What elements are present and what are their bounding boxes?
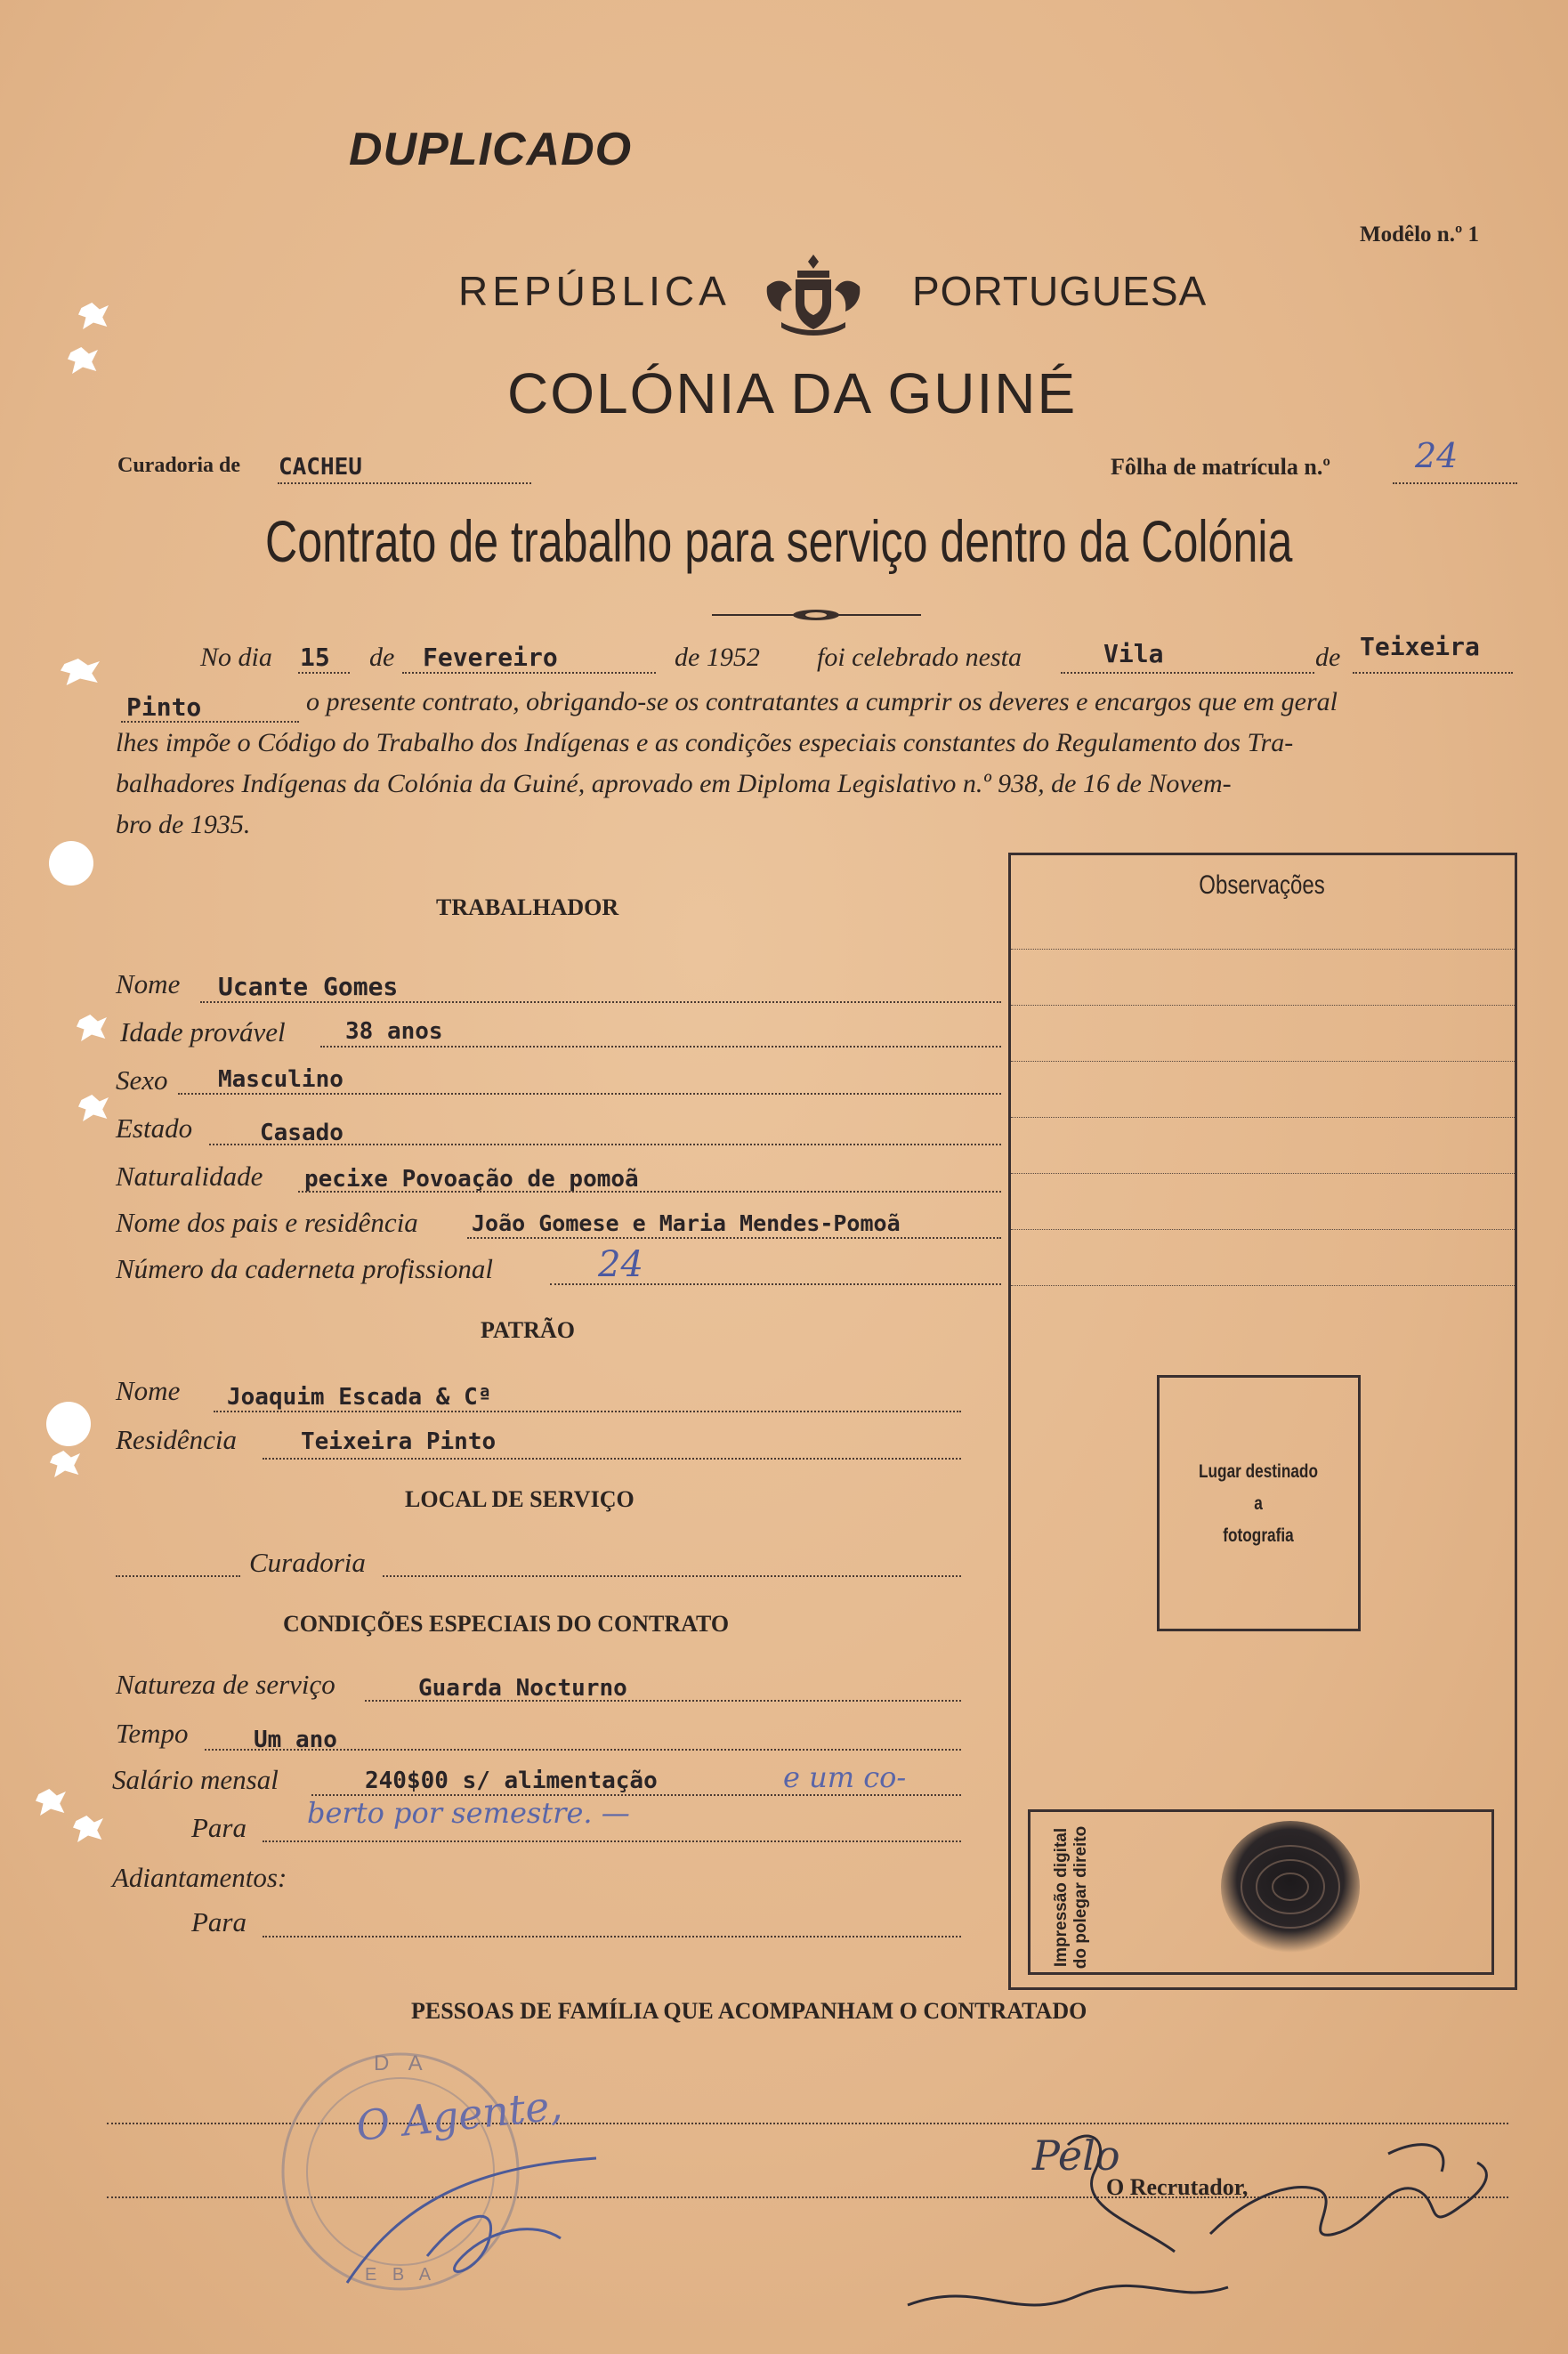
- naturalidade-line: [298, 1191, 1001, 1193]
- republica-right: PORTUGUESA: [912, 268, 1208, 314]
- intro-de1: de: [369, 643, 395, 672]
- estado-label: Estado: [116, 1112, 193, 1144]
- agente-signature: [329, 2149, 614, 2310]
- adiantamentos-label: Adiantamentos:: [112, 1862, 287, 1893]
- pessoas-heading: PESSOAS DE FAMÍLIA QUE ACOMPANHAM O CONTRATADO: [411, 1998, 1087, 2024]
- intro-place3: Pinto: [126, 692, 202, 722]
- residencia-line: [263, 1458, 961, 1460]
- intro-line2: lhes impõe o Código do Trabalho dos Indígenas e as condições especiais constantes do Regulamento dos Tra-: [116, 728, 1294, 757]
- pais-line: [467, 1237, 1001, 1239]
- intro-no-dia: No dia: [200, 643, 272, 672]
- colonia-title: COLÓNIA DA GUINÉ: [507, 361, 1078, 425]
- curadoria-line: [278, 482, 531, 484]
- natureza-value: Guarda Nocturno: [418, 1675, 627, 1702]
- recrutador-label: O Recrutador,: [1106, 2174, 1249, 2200]
- photo-caption: [1176, 1456, 1342, 1552]
- patrao-residencia: Teixeira Pinto: [301, 1428, 497, 1455]
- torn-mark: [78, 1095, 109, 1121]
- pelo-handwritten: Pelo: [1032, 2132, 1120, 2180]
- folha-line: [1393, 482, 1517, 484]
- natureza-label: Natureza de serviço: [116, 1669, 335, 1700]
- punch-hole: [46, 1402, 91, 1446]
- nome-label: Nome: [116, 968, 181, 999]
- torn-mark: [68, 347, 98, 374]
- salario-handwritten: e um co-: [783, 1760, 907, 1794]
- residencia-label: Residência: [116, 1424, 238, 1455]
- pais-label: Nome dos pais e residência: [116, 1207, 418, 1238]
- curadoria-value: CACHEU: [279, 454, 362, 481]
- tempo-line: [205, 1749, 961, 1751]
- thumbprint-caption-line2: do polegar direito: [1071, 1825, 1090, 1970]
- trabalhador-naturalidade: pecixe Povoação de pomoã: [304, 1166, 639, 1193]
- sexo-label: Sexo: [116, 1064, 168, 1096]
- natureza-line: [365, 1700, 961, 1702]
- trabalhador-heading: TRABALHADOR: [436, 894, 619, 920]
- curadoria-label: Curadoria de: [117, 454, 240, 477]
- intro-month: Fevereiro: [423, 643, 558, 672]
- nome-line: [200, 1001, 1001, 1003]
- condicoes-heading: CONDIÇÕES ESPECIAIS DO CONTRATO: [283, 1611, 730, 1637]
- salario-value: 240$00 s/ alimentação: [365, 1768, 658, 1794]
- torn-mark: [78, 303, 109, 329]
- patrao-nome: Joaquim Escada & Cª: [227, 1384, 492, 1411]
- trabalhador-sexo: Masculino: [218, 1066, 344, 1093]
- intro-de2: de: [1315, 643, 1341, 672]
- recrutador-signature: [872, 2118, 1513, 2332]
- observacoes-heading: Observações: [1199, 870, 1325, 900]
- place3-line: [121, 721, 299, 723]
- trabalhador-idade: 38 anos: [345, 1018, 443, 1045]
- torn-mark: [77, 1015, 107, 1041]
- caderneta-line: [550, 1283, 1001, 1285]
- tempo-value: Um ano: [254, 1727, 337, 1753]
- trabalhador-estado: Casado: [260, 1120, 344, 1146]
- stamp-text-bottom: E B A: [365, 2265, 437, 2285]
- day-line: [298, 672, 350, 674]
- intro-place1: Vila: [1103, 639, 1164, 668]
- local-curadoria-label: Curadoria: [249, 1547, 366, 1578]
- ornament-divider: [712, 605, 921, 625]
- contract-title: Contrato de trabalho para serviço dentro da Colónia: [265, 508, 1293, 574]
- coat-of-arms-icon: [764, 251, 863, 340]
- folha-label: Fôlha de matrícula n.º: [1111, 454, 1330, 480]
- caderneta-label: Número da caderneta profissional: [116, 1253, 493, 1284]
- local-heading: LOCAL DE SERVIÇO: [405, 1486, 634, 1512]
- photo-caption-line2: a: [1254, 1493, 1263, 1514]
- photo-caption-line1: Lugar destinado: [1199, 1461, 1318, 1482]
- place1-line: [1061, 672, 1314, 674]
- photo-caption-line3: fotografia: [1223, 1525, 1294, 1546]
- para2-line: [263, 1936, 961, 1937]
- para-handwritten: berto por semestre. —: [307, 1796, 630, 1830]
- intro-line4: bro de 1935.: [116, 810, 251, 839]
- intro-line3: balhadores Indígenas da Colónia da Guiné, aprovado em Diploma Legislativo n.º 938, de 16 de Novem-: [116, 769, 1232, 798]
- intro-celebrado: foi celebrado nesta: [817, 643, 1022, 672]
- para2-label: Para: [191, 1906, 247, 1937]
- month-line: [402, 672, 656, 674]
- torn-mark: [61, 659, 100, 685]
- torn-mark: [50, 1451, 80, 1477]
- patrao-nome-line: [214, 1411, 961, 1412]
- torn-mark: [73, 1816, 103, 1842]
- intro-year: de 1952: [675, 643, 760, 672]
- observacoes-lines: [1011, 949, 1515, 1286]
- agente-label: O Agente,: [353, 2081, 565, 2150]
- trabalhador-caderneta: 24: [598, 1244, 643, 1285]
- modelo-number: Modêlo n.º 1: [1360, 222, 1479, 247]
- local-line-left: [116, 1575, 240, 1577]
- patrao-nome-label: Nome: [116, 1375, 181, 1406]
- trabalhador-pais: João Gomese e Maria Mendes-Pomoã: [472, 1210, 901, 1236]
- thumbprint-mark: [1215, 1816, 1366, 1962]
- patrao-heading: PATRÃO: [481, 1317, 575, 1343]
- thumbprint-caption-line1: Impressão digital: [1052, 1827, 1071, 1968]
- punch-hole: [49, 841, 93, 886]
- trabalhador-nome: Ucante Gomes: [218, 972, 399, 1001]
- intro-line1: o presente contrato, obrigando-se os contratantes a cumprir os deveres e encargos que em geral: [306, 687, 1338, 716]
- sexo-line: [178, 1093, 1001, 1095]
- place2-line: [1353, 672, 1513, 674]
- duplicado-stamp: DUPLICADO: [349, 124, 633, 175]
- tempo-label: Tempo: [116, 1718, 189, 1749]
- idade-label: Idade provável: [120, 1016, 286, 1048]
- thumbprint-caption: [1052, 1808, 1091, 1986]
- intro-day: 15: [300, 643, 330, 672]
- republica-left: REPÚBLICA: [458, 268, 731, 314]
- naturalidade-label: Naturalidade: [116, 1161, 263, 1192]
- folha-value: 24: [1415, 436, 1459, 475]
- local-line-right: [383, 1575, 961, 1577]
- torn-mark: [36, 1789, 66, 1816]
- salario-label: Salário mensal: [112, 1764, 279, 1795]
- para-label: Para: [191, 1812, 247, 1843]
- para-line: [263, 1840, 961, 1842]
- stamp-text-top: D A: [374, 2051, 430, 2075]
- intro-place2: Teixeira: [1360, 632, 1480, 661]
- idade-line: [320, 1046, 1001, 1048]
- estado-line: [209, 1144, 1001, 1145]
